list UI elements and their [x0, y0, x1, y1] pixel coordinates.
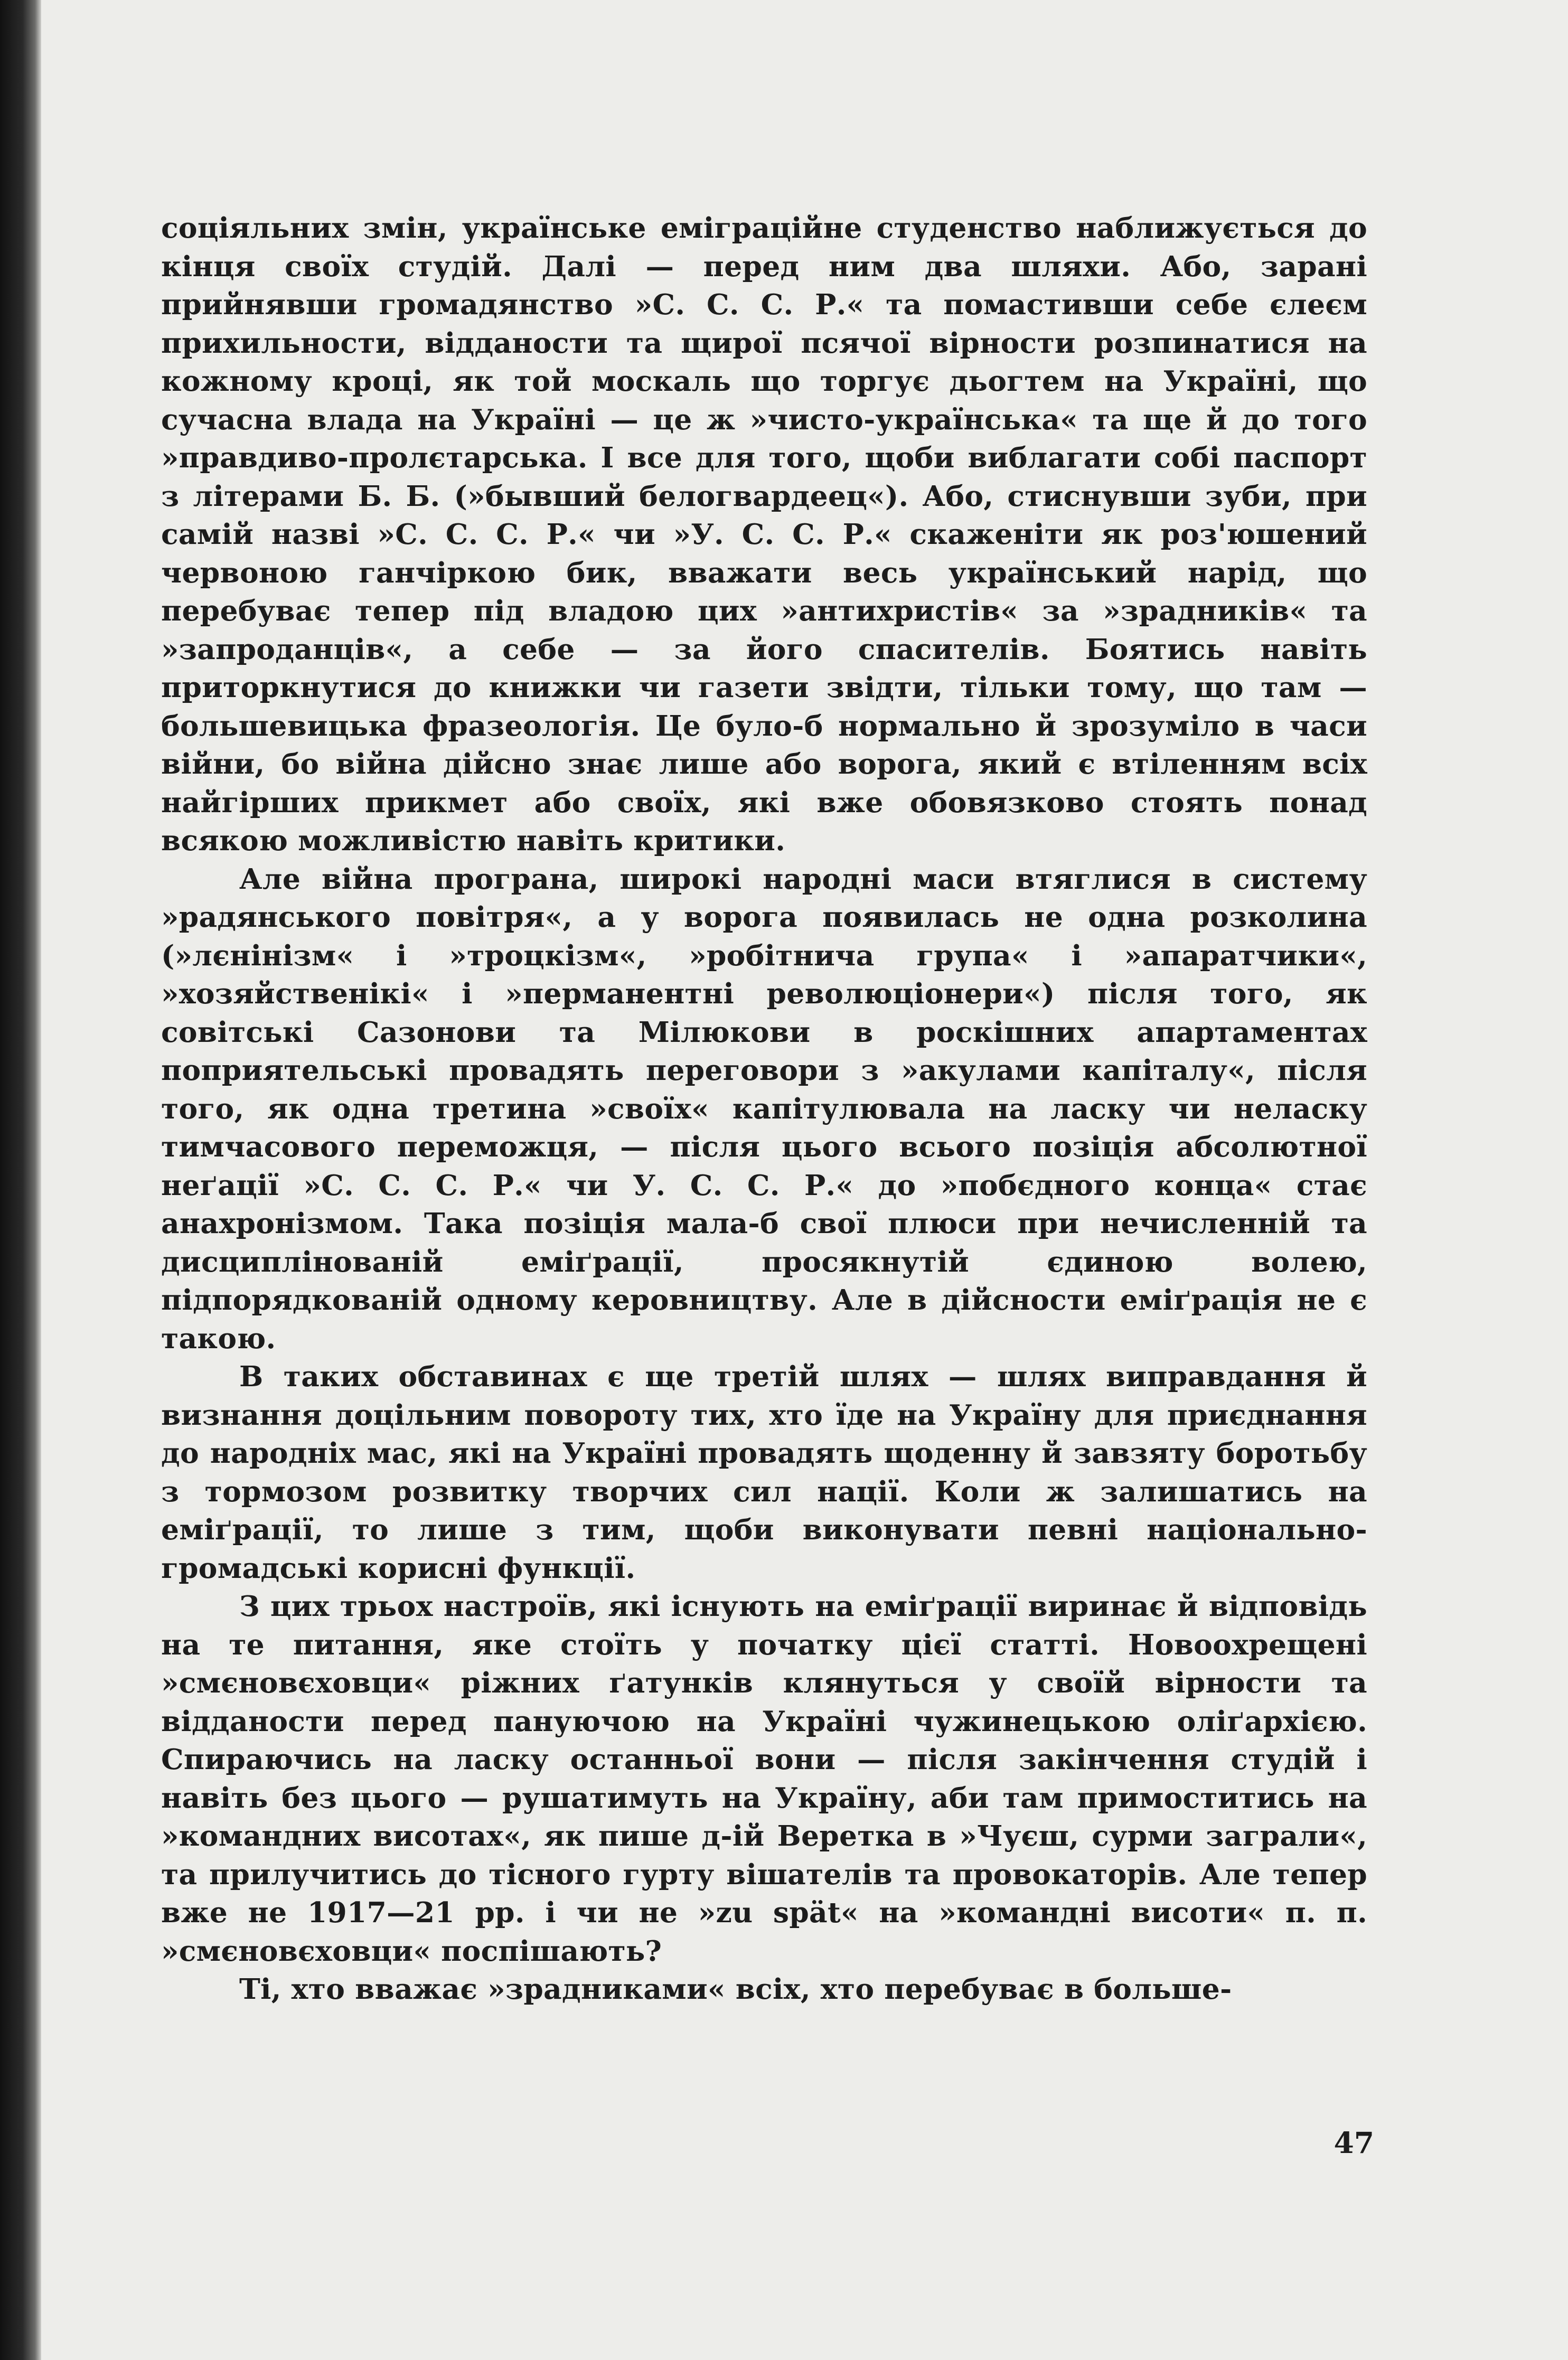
paragraph-2: Але війна програна, широкі народні маси втяглися в систему »радянського повітря«, а у ворога появилась не одна розколина (»лєнінізм« і »троцкізм«, »робітнича група« і »апаратчики«, »хозяйственікі« і »перманентні революціонери«) після того, як совітські Сазонови та Мілюкови в роскішних апартаментах поприятельські провадять переговори з »акулами капіталу«, після того, як одна третина »своїх« капітулювала на ласку чи неласку тимчасового переможця, — після цього всього позіція абсолютної неґації »С. С. С. Р.« чи У. С. С. Р.« до »побєдного конца« стає анахронізмом. Така позіція мала-б свої плюси при нечисленній та дисциплінованій еміґрації, просякнутій єдиною волею, підпорядкованій одному керовництву. Але в дійсности еміґрація не є такою. [161, 862, 1367, 1355]
page-number: 47 [1334, 2126, 1374, 2160]
main-text [161, 209, 1367, 2009]
paragraph-5: Ті, хто вважає »зрадниками« всіх, хто перебуває в больше- [239, 1972, 1232, 2006]
book-page [41, 0, 1568, 2360]
paragraph-4: З цих трьох настроїв, які існують на еміґрації виринає й відповідь на те питання, яке стоїть у початку цієї статті. Новоохрещені »смєновєховци« ріжних ґатунків клянуться у своїй вірности та відданости перед пануючою на Україні чужинецькою оліґархією. Спираючись на ласку останньої вони — після закінчення студій і навіть без цього — рушатимуть на Україну, аби там примоститись на »командних висотах«, як пише д-ій Веретка в »Чуєш, сурми заграли«, та прилучитись до тісного гурту вішателів та провокаторів. Але тепер вже не 1917—21 рр. і чи не »zu spät« на »командні висоти« п. п. »смєновєховци« поспішають? [161, 1590, 1367, 1968]
paragraph-3: В таких обставинах є ще третій шлях — шлях виправдання й визнання доцільним повороту тих, хто їде на Україну для приєднання до народніх мас, які на Україні провадять щоденну й завзяту боротьбу з тормозом розвитку творчих сил нації. Коли ж залишатись на еміґрації, то лише з тим, щоби виконувати певні національно-громадські корисні функції. [161, 1360, 1367, 1585]
paragraph-1: соціяльних змін, українське еміграційне студенство наближується до кінця своїх студій. Далі — перед ним два шляхи. Або, зарані прийнявши громадянство »С. С. С. Р.« та помастивши себе єлеєм прихильности, відданости та щирої псячої вірности розпинатися на кожному кроці, як той москаль що торгує дьогтем на Україні, що сучасна влада на Україні — це ж »чисто-українська« та ще й до того »правдиво-пролєтарська. І все для того, щоби виблагати собі паспорт з літерами Б. Б. (»бывший белогвардеец«). Або, стиснувши зуби, при самій назві »С. С. С. Р.« чи »У. С. С. Р.« скаженіти як роз'юшений червоною ганчіркою бик, вважати весь український нарід, що перебуває тепер під владою цих »антихристів« за »зрадників« та »запроданців«, а себе — за його спасителів. Боятись навіть приторкнутися до книжки чи газети звідти, тільки тому, що там — большевицька фразеологія. Це було-б нормально й зрозуміло в часи війни, бо війна дійсно знає лише або ворога, який є втіленням всіх найгірших прикмет або своїх, які вже обовязково стоять понад всякою можливістю навіть критики. [161, 211, 1367, 857]
page-binding-shadow [0, 0, 41, 2360]
